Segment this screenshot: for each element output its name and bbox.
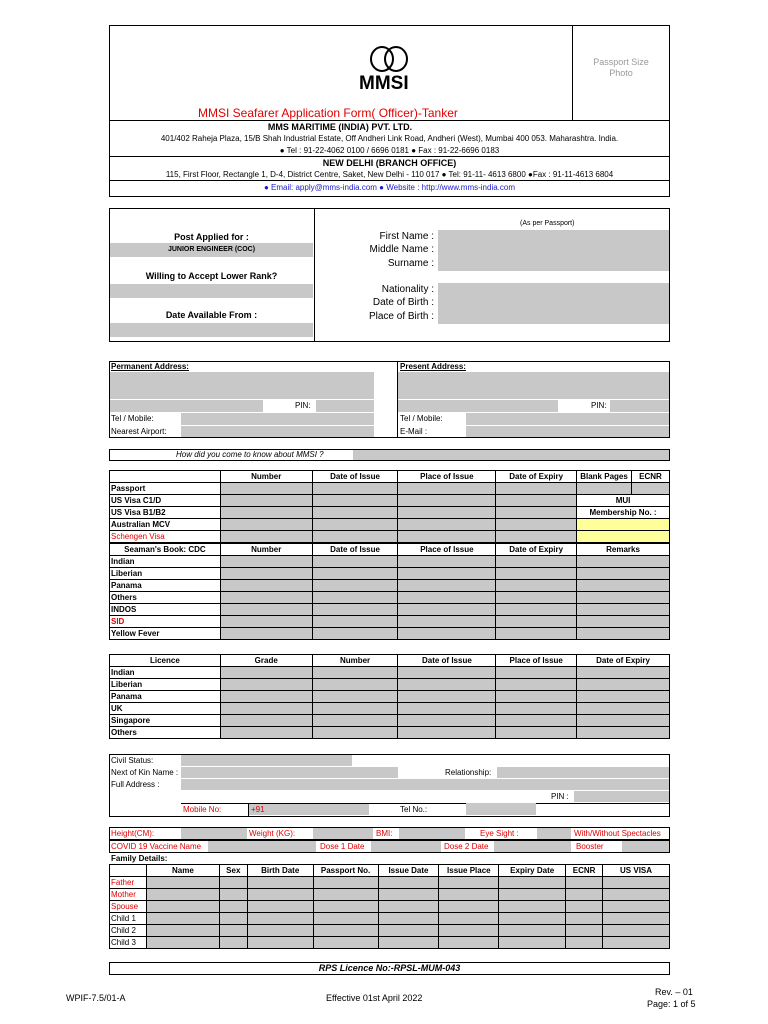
next-of-kin-label: Next of Kin Name : — [111, 768, 179, 777]
col-date-of-expiry: Date of Expiry — [496, 544, 577, 556]
bmi-field[interactable] — [399, 828, 465, 839]
present-tel-field[interactable] — [466, 413, 669, 425]
row-liberian: Liberian — [110, 568, 221, 580]
dose1-label: Dose 1 Date — [320, 842, 365, 851]
email-website[interactable]: ● Email: apply@mms-india.com ● Website : http://www.mms-india.com — [263, 183, 516, 192]
col-grade: Grade — [220, 655, 312, 667]
surname-label: Surname : — [387, 258, 434, 269]
licence-table — [109, 654, 670, 739]
col-issue-date: Issue Date — [378, 865, 439, 877]
logo-text: MMSI — [359, 73, 409, 94]
relationship-field[interactable] — [497, 767, 669, 778]
col-name: Name — [146, 865, 219, 877]
row-others: Others — [110, 592, 221, 604]
col-issue-place: Issue Place — [439, 865, 499, 877]
birth-fields[interactable] — [438, 283, 669, 324]
table-row — [110, 691, 670, 703]
civil-status-label: Civil Status: — [111, 756, 154, 765]
col-blank-pages: Blank Pages — [577, 471, 632, 483]
col-number: Number — [220, 544, 312, 556]
table-row — [110, 592, 670, 604]
row-indian: Indian — [110, 667, 221, 679]
nationality-label: Nationality : — [381, 284, 434, 295]
table-row — [110, 667, 670, 679]
row-child-3: Child 3 — [110, 937, 147, 949]
table-row — [110, 703, 670, 715]
row-us-visa-b1b2: US Visa B1/B2 — [110, 507, 221, 519]
col-place-of-issue: Place of Issue — [496, 655, 577, 667]
row-others: Others — [110, 727, 221, 739]
present-address-field[interactable] — [398, 372, 669, 399]
row-singapore: Singapore — [110, 715, 221, 727]
eye-sight-field[interactable] — [537, 828, 571, 839]
row-spouse: Spouse — [110, 901, 147, 913]
membership-field[interactable] — [577, 519, 670, 531]
table-row — [110, 507, 670, 519]
lower-rank-field[interactable] — [110, 284, 313, 298]
dose2-label: Dose 2 Date — [444, 842, 489, 851]
civil-status-field[interactable] — [181, 755, 352, 766]
table-row — [110, 556, 670, 568]
photo-placeholder[interactable]: Passport Size Photo — [593, 57, 649, 78]
row-australian-mcv: Australian MCV — [110, 519, 221, 531]
nearest-airport-label: Nearest Airport: — [111, 427, 167, 436]
permanent-address-field[interactable] — [110, 372, 374, 399]
present-pin-label: PIN: — [591, 401, 607, 410]
col-remarks: Remarks — [577, 544, 670, 556]
bmi-label: BMI: — [376, 829, 393, 838]
mobile-field[interactable] — [249, 803, 369, 815]
col-passport-no: Passport No. — [313, 865, 378, 877]
table-row — [110, 925, 670, 937]
company-contacts: ● Tel : 91-22-4062 0100 / 6696 0181 ● Fax : 91-22-6696 0183 — [279, 146, 500, 155]
full-address-field[interactable] — [181, 779, 669, 790]
col-sex: Sex — [219, 865, 247, 877]
col-number: Number — [312, 655, 398, 667]
doc-code: WPIF-7.5/01-A — [66, 993, 126, 1003]
mobile-label: Mobile No: — [183, 805, 222, 814]
as-per-passport: (As per Passport) — [520, 220, 575, 227]
table-row — [110, 519, 670, 531]
booster-field[interactable] — [622, 841, 669, 852]
company-name: MMS MARITIME (INDIA) PVT. LTD. — [267, 122, 413, 132]
permanent-pin-label: PIN: — [295, 401, 311, 410]
table-row — [110, 889, 670, 901]
membership-label: Membership No. : — [577, 507, 670, 519]
table-row — [110, 483, 670, 495]
travel-docs-table — [109, 470, 670, 543]
row-passport: Passport — [110, 483, 221, 495]
relationship-label: Relationship: — [445, 768, 492, 777]
email-field[interactable] — [466, 426, 669, 437]
height-label: Height(CM): — [111, 829, 155, 838]
col-place-of-issue: Place of Issue — [398, 544, 496, 556]
first-name-label: First Name : — [379, 231, 434, 242]
covid-vaccine-field[interactable] — [208, 841, 316, 852]
kin-pin-label: PIN : — [551, 792, 569, 801]
present-pin-field[interactable] — [610, 400, 669, 412]
col-birth-date: Birth Date — [247, 865, 313, 877]
weight-label: Weight (KG): — [249, 829, 296, 838]
company-address: 401/402 Raheja Plaza, 15/B Shah Industrial Estate, Off Andheri Link Road, Andheri (West), Mumbai 400 053. Maharashtra. India. — [160, 134, 619, 143]
middle-name-label: Middle Name : — [369, 244, 434, 255]
email-label: E-Mail : — [400, 427, 428, 436]
post-label: Post Applied for : — [174, 232, 249, 242]
table-row — [110, 568, 670, 580]
table-row — [110, 616, 670, 628]
table-row — [110, 495, 670, 507]
kin-pin-field[interactable] — [574, 791, 669, 802]
post-value: JUNIOR ENGINEER (COC) — [167, 246, 256, 253]
present-address-label: Present Address: — [400, 362, 466, 371]
branch-address: 115, First Floor, Rectangle 1, D-4, District Centre, Saket, New Delhi - 110 017 ● Tel: 91-11- 4613 6800 ●Fax : 91-11-4613 6804 — [165, 170, 614, 179]
permanent-tel-label: Tel / Mobile: — [111, 414, 154, 423]
full-address-line2[interactable] — [181, 791, 541, 802]
eye-sight-label: Eye Sight : — [480, 829, 519, 838]
branch-title: NEW DELHI (BRANCH OFFICE) — [322, 158, 457, 168]
page-number: Page: 1 of 5 — [647, 999, 696, 1009]
col-ecnr: ECNR — [566, 865, 603, 877]
row-child-2: Child 2 — [110, 925, 147, 937]
row-uk: UK — [110, 703, 221, 715]
how-know-field[interactable] — [353, 450, 669, 460]
row-liberian: Liberian — [110, 679, 221, 691]
table-row — [110, 628, 670, 640]
lower-rank-label: Willing to Accept Lower Rank? — [145, 271, 278, 281]
present-tel-label: Tel / Mobile: — [400, 414, 443, 423]
rps-licence: RPS Licence No:-RPSL-MUM-043 — [318, 963, 461, 973]
date-available-label: Date Available From : — [165, 310, 258, 320]
nearest-airport-field[interactable] — [181, 426, 374, 437]
table-row — [110, 715, 670, 727]
row-panama: Panama — [110, 580, 221, 592]
col-place-of-issue: Place of Issue — [398, 471, 496, 483]
table-row — [110, 901, 670, 913]
present-address-line3[interactable] — [398, 400, 558, 412]
col-date-of-issue: Date of Issue — [398, 655, 496, 667]
col-date-of-issue: Date of Issue — [312, 471, 398, 483]
kin-tel-label: Tel No.: — [400, 805, 428, 814]
family-details-label: Family Details: — [111, 854, 168, 863]
cdc-table — [109, 543, 670, 640]
mmsi-logo-icon — [365, 44, 413, 74]
dose1-field[interactable] — [371, 841, 441, 852]
col-date-of-expiry: Date of Expiry — [577, 655, 670, 667]
table-row — [110, 580, 670, 592]
height-field[interactable] — [181, 828, 247, 839]
date-available-field[interactable] — [110, 323, 313, 337]
col-seamans-book: Seaman's Book: CDC — [110, 544, 221, 556]
kin-tel-field[interactable] — [466, 803, 536, 815]
row-us-visa-c1d: US Visa C1/D — [110, 495, 221, 507]
row-father: Father — [110, 877, 147, 889]
next-of-kin-field[interactable] — [181, 767, 398, 778]
col-us-visa: US VISA — [603, 865, 670, 877]
mui-label: MUI — [577, 495, 670, 507]
table-row — [110, 679, 670, 691]
row-schengen-visa: Schengen Visa — [110, 531, 221, 543]
row-sid: SID — [110, 616, 221, 628]
table-row — [110, 531, 670, 543]
form-title: MMSI Seafarer Application Form( Officer)-Tanker — [198, 106, 458, 120]
booster-label: Booster — [576, 842, 604, 851]
spectacles-option[interactable]: With/Without Spectacles — [574, 829, 661, 838]
revision: Rev. – 01 — [655, 987, 693, 997]
table-row — [110, 877, 670, 889]
weight-field[interactable] — [313, 828, 373, 839]
dose2-field[interactable] — [494, 841, 571, 852]
row-indian: Indian — [110, 556, 221, 568]
col-expiry-date: Expiry Date — [499, 865, 566, 877]
row-yellow-fever: Yellow Fever — [110, 628, 221, 640]
full-address-label: Full Address : — [111, 780, 160, 789]
permanent-address-label: Permanent Address: — [111, 362, 189, 371]
col-date-of-issue: Date of Issue — [312, 544, 398, 556]
table-row — [110, 727, 670, 739]
permanent-address-line3[interactable] — [110, 400, 263, 412]
family-table — [109, 864, 670, 949]
table-row — [110, 937, 670, 949]
how-know-label: How did you come to know about MMSI ? — [176, 450, 324, 459]
pob-label: Place of Birth : — [368, 311, 434, 322]
row-indos: INDOS — [110, 604, 221, 616]
mobile-code: +91 — [251, 805, 265, 814]
table-row — [110, 604, 670, 616]
covid-vaccine-label: COVID 19 Vaccine Name — [111, 842, 202, 851]
row-child-1: Child 1 — [110, 913, 147, 925]
col-number: Number — [220, 471, 312, 483]
permanent-pin-field[interactable] — [316, 400, 374, 412]
col-ecnr: ECNR — [631, 471, 669, 483]
col-date-of-expiry: Date of Expiry — [496, 471, 577, 483]
table-row — [110, 913, 670, 925]
row-panama: Panama — [110, 691, 221, 703]
col-licence: Licence — [110, 655, 221, 667]
name-fields[interactable] — [438, 230, 669, 271]
permanent-tel-field[interactable] — [181, 413, 374, 425]
effective-date: Effective 01st April 2022 — [326, 993, 423, 1003]
dob-label: Date of Birth : — [372, 297, 434, 308]
membership-field-2[interactable] — [577, 531, 670, 543]
row-mother: Mother — [110, 889, 147, 901]
